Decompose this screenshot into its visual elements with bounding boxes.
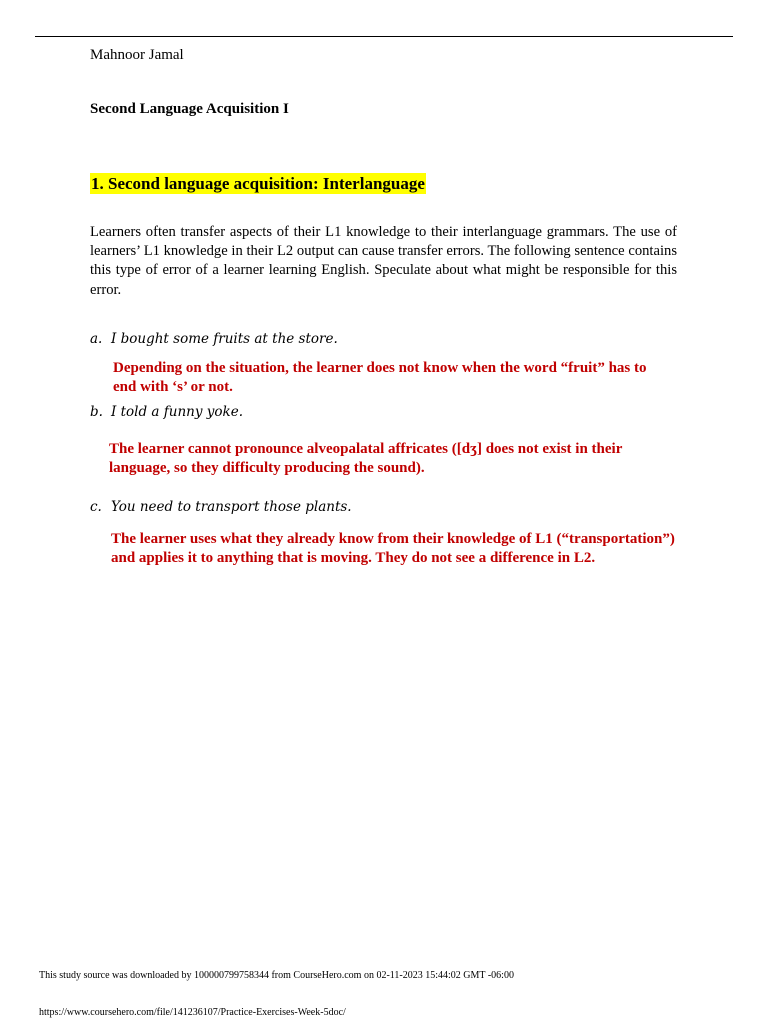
question-c-sentence: You need to transport those plants. <box>111 499 352 515</box>
download-source-note: This study source was downloaded by 100000799758344 from CourseHero.com on 02-11-2023 15:44:02 GMT -06:00 <box>39 970 514 981</box>
author-name: Mahnoor Jamal <box>90 47 184 63</box>
question-b-label: b. <box>90 404 103 420</box>
answer-c: The learner uses what they already know from their knowledge of L1 (“transportation”) and applies it to anything that is moving. They do not see a difference in L2. <box>111 531 675 566</box>
answer-b: The learner cannot pronounce alveopalatal affricates ([dʒ] does not exist in their language, so they difficulty producing the sound). <box>109 441 623 476</box>
answer-a: Depending on the situation, the learner does not know when the word “fruit” has to end with ‘s’ or not. <box>113 360 647 395</box>
section-heading: 1. Second language acquisition: Interlanguage <box>91 174 425 193</box>
question-a-label: a. <box>90 331 103 347</box>
header-rule <box>35 36 733 37</box>
course-title: Second Language Acquisition I <box>90 101 289 117</box>
instructions-paragraph: Learners often transfer aspects of their L1 knowledge to their interlanguage grammars. The use of learners’ L1 knowledge in their L2 output can cause transfer errors. The following sentence contains this type of error of a learner learning English. Speculate about what might be responsible for this error. <box>90 224 677 298</box>
footer-url: https://www.coursehero.com/file/141236107/Practice-Exercises-Week-5doc/ <box>39 1007 346 1018</box>
question-c-label: c. <box>90 499 102 515</box>
question-a-sentence: I bought some fruits at the store. <box>111 331 338 347</box>
question-b-sentence: I told a funny yoke. <box>111 404 243 420</box>
